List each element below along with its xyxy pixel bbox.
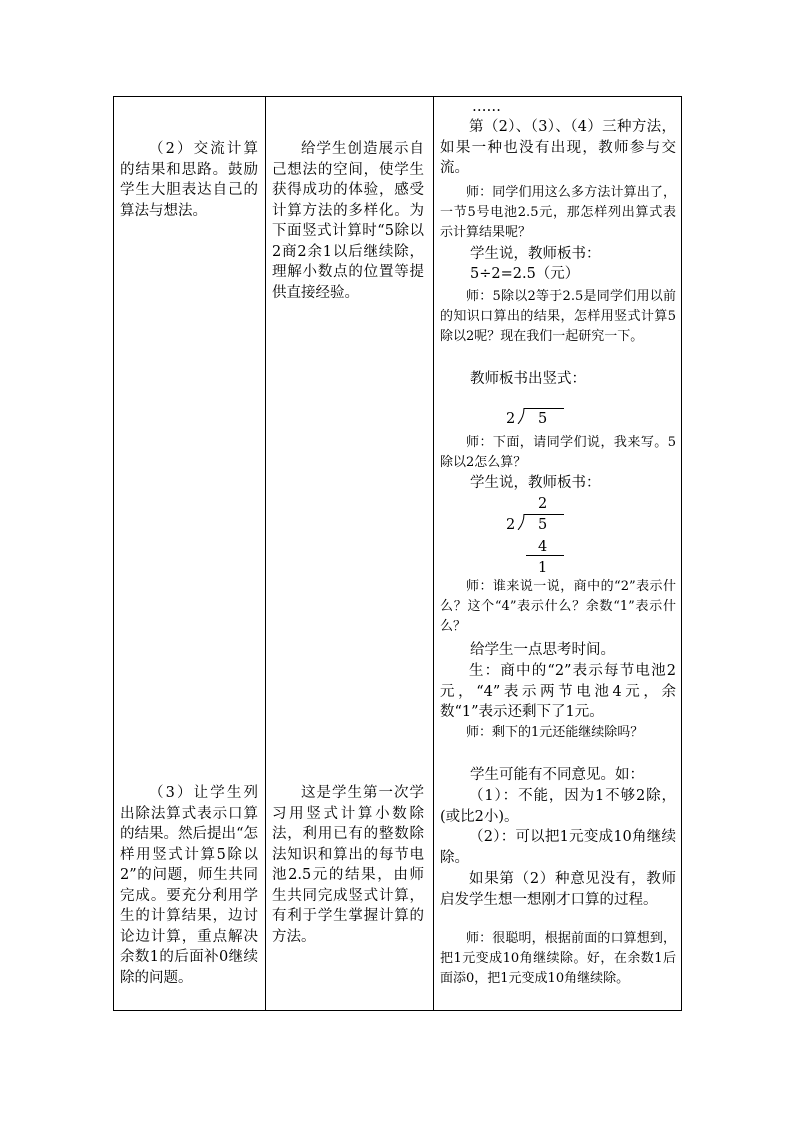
col3-p2: 师：同学们用这么多方法计算出了，一节5号电池2.5元，那怎样列出算式表示计算结果呢？	[440, 185, 676, 240]
col3-p15: （2）：可以把1元变成10角继续除。	[440, 829, 676, 866]
col3-p5: 师：5除以2等于2.5是同学们用以前的知识口算出的结果，怎样用竖式计算5除以2呢？现在我们一起研究一下。	[440, 289, 676, 344]
col3-p7: 师：下面，请同学们说，我来写。5除以2怎么算？	[440, 435, 676, 470]
col1-para1: （2）交流计算的结果和思路。鼓励学生大胆表达自己的算法与想法。	[120, 141, 258, 219]
col3-p1: 第（2）、（3）、（4）三种方法，如果一种也没有出现，教师参与交流。	[440, 119, 676, 176]
col3-p17: 师：很聪明，根据前面的口算想到，把1元变成10角继续除。好，在余数1后面添0，把1元变成10角继续除。	[440, 931, 676, 986]
col1-para2: （3）让学生列出除法算式表示口算的结果。然后提出“怎样用竖式计算5除以2”的问题，师生共同完成。要充分利用学生的计算结果，边讨论边计算，重点解决余数1的后面补0继续除的问题。	[120, 785, 258, 986]
col3-p9: 师：谁来说一说，商中的“2”表示什么？这个“4”表示什么？余数“1”表示什么？	[440, 579, 676, 634]
ld1-divisor: 2	[506, 411, 516, 427]
col3-p10: 给学生一点思考时间。	[470, 642, 615, 658]
lesson-table	[113, 96, 682, 1011]
ld1-dividend: 5	[538, 411, 548, 427]
ld2-bracket	[517, 514, 525, 530]
ld2-quotient: 2	[538, 496, 548, 512]
col3-p6: 教师板书出竖式：	[470, 371, 586, 387]
ld2-remainder: 1	[538, 560, 548, 576]
col3-p12: 师：剩下的1元还能继续除吗？	[466, 725, 644, 740]
col2-para1: 给学生创造展示自己想法的空间，使学生获得成功的体验，感受计算方法的多样化。为下面竖式计算时“5除以2商2余1以后继续除，理解小数点的位置等提供直接经验。	[272, 141, 424, 301]
col2-para2: 这是学生第一次学习用竖式计算小数除法，利用已有的整数除法知识和算出的每节电池2.5元的结果，由师生共同完成竖式计算，有利于学生掌握计算的方法。	[272, 785, 424, 945]
ld1-bracket	[517, 408, 525, 424]
column-divider-1	[265, 97, 266, 1010]
col3-p11: 生：商中的“2”表示每节电池2元，“4”表示两节电池4元，余数“1”表示还剩下了1元。	[440, 663, 676, 720]
ld2-subtract-line	[526, 555, 564, 556]
col3-p16: 如果第（2）种意见没有，教师启发学生想一想刚才口算的过程。	[440, 871, 676, 908]
ld2-divisor: 2	[506, 517, 516, 533]
col3-p3: 学生说，教师板书：	[470, 246, 601, 262]
col3-ellipsis: ……	[472, 99, 501, 115]
ld2-product: 4	[538, 539, 548, 555]
col3-p14: （1）：不能，因为1不够2除，(或比2小)。	[440, 788, 676, 825]
col3-p13: 学生可能有不同意见。如：	[470, 767, 644, 783]
col3-p8: 学生说，教师板书：	[470, 475, 601, 491]
col3-p4: 5÷2=2.5（元）	[470, 266, 580, 282]
column-divider-2	[433, 97, 434, 1010]
ld2-dividend: 5	[538, 517, 548, 533]
